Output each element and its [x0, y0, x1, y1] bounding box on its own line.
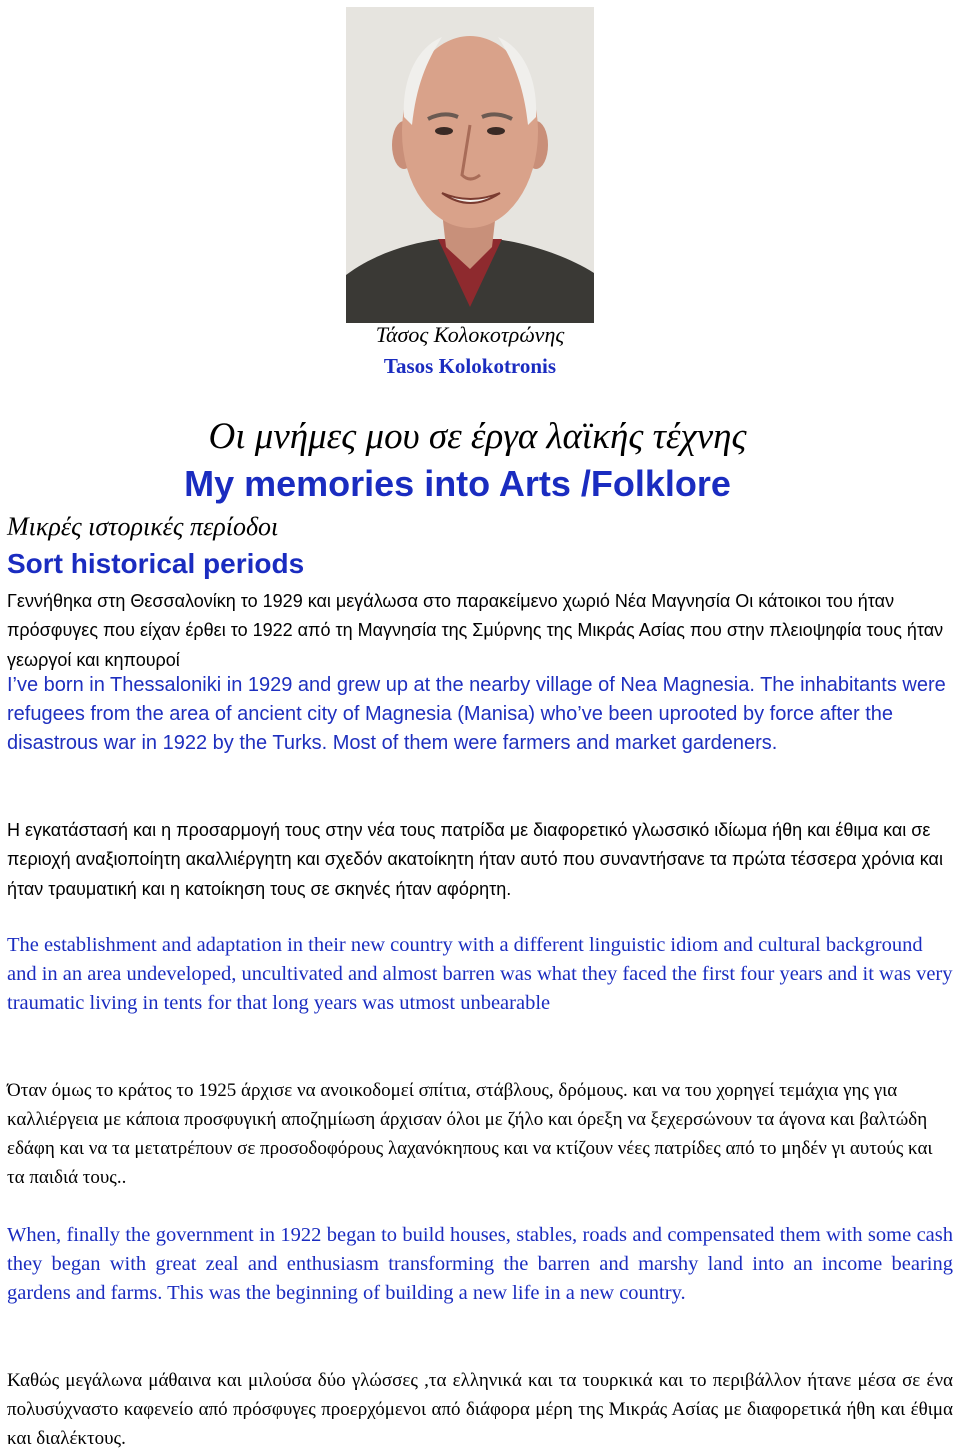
- paragraph-2-greek: Η εγκατάστασή και η προσαρμογή τους στην νέα τους πατρίδα με διαφορετικό γλωσσικό ιδίωμα ήθη και έθιμα και σε περιοχή αναξιοποίητη ακαλλιέργητη και σχεδόν ακατοίκητη ήταν αυτό που συναντήσανε τα πρώτα τέσσερα χρόνια και ήταν τραυματική και η κατοίκηση τους σε σκηνές ήταν αφόρητη.: [7, 820, 943, 899]
- section-title-english: Sort historical periods: [7, 548, 305, 579]
- title-greek: Οι μνήμες μου σε έργα λαϊκής τέχνης: [208, 416, 747, 457]
- paragraph-3-english: When, finally the government in 1922 began to build houses, stables, roads and compensated them with some cash they began with great zeal and enthusiasm transforming the barren and marshy land into an income bearing gardens and farms. This was the beginning of building a new life in a new country.: [7, 1224, 953, 1304]
- paragraph-4-greek: Καθώς μεγάλωνα μάθαινα και μιλούσα δύο γλώσσες ,τα ελληνικά και τα τουρκικά και το περιβάλλον ήτανε μέσα σε ένα πολυσύχναστο καφενείο από πρόσφυγες προερχόμενοι από διάφορα μέρη της Μικράς Ασίας με διαφορετικά ήθη και έθιμα και διαλέκτους.: [7, 1370, 953, 1449]
- title-english: My memories into Arts /Folklore: [184, 463, 731, 504]
- section-title-greek: Μικρές ιστορικές περίοδοι: [7, 512, 279, 541]
- paragraph-1-greek: Γεννήθηκα στη Θεσσαλονίκη το 1929 και μεγάλωσα στο παρακείμενο χωριό Νέα Μαγνησία Οι κάτοικοι του ήταν πρόσφυγες που είχαν έρθει το 1922 από τη Μαγνησία της Σμύρνης της Μικράς Ασίας που στην πλειοψηφία τους ήταν γεωργοί και κηπουροί: [7, 591, 944, 670]
- author-portrait: [346, 7, 594, 323]
- paragraph-1-english: I’ve born in Thessaloniki in 1929 and grew up at the nearby village of Nea Magnesia. The inhabitants were refugees from the area of ancient city of Magnesia (Manisa) who’ve been uprooted by force after the disastrous war in 1922 by the Turks. Most of them were farmers and market gardeners.: [7, 674, 946, 754]
- portrait-image: [346, 7, 594, 323]
- paragraph-2-english: The establishment and adaptation in their new country with a different linguistic idiom and cultural background and in an area undeveloped, uncultivated and almost barren was what they faced the first four years and it was very traumatic living in tents for that long years was utmost unbearable: [7, 934, 953, 1014]
- paragraph-3-greek: Όταν όμως το κράτος το 1925 άρχισε να ανοικοδομεί σπίτια, στάβλους, δρόμους. και να του χορηγεί τεμάχια γης για καλλιέργεια με κάποια προσφυγική αποζημίωση άρχισαν όλοι με ζήλο και όρεξη να ξεχερσώνουν τα άγονα και βαλτώδη εδάφη και να τα μετατρέπουν σε προσοδοφόρους λαχανόκηπους και να κτίζουν νέες πατρίδες από το μηδέν γι αυτούς και τα παιδιά τους..: [7, 1080, 933, 1188]
- caption-name-english: Tasos Kolokotronis: [383, 354, 557, 378]
- caption-name-greek: Τάσος Κολοκοτρώνης: [375, 322, 565, 347]
